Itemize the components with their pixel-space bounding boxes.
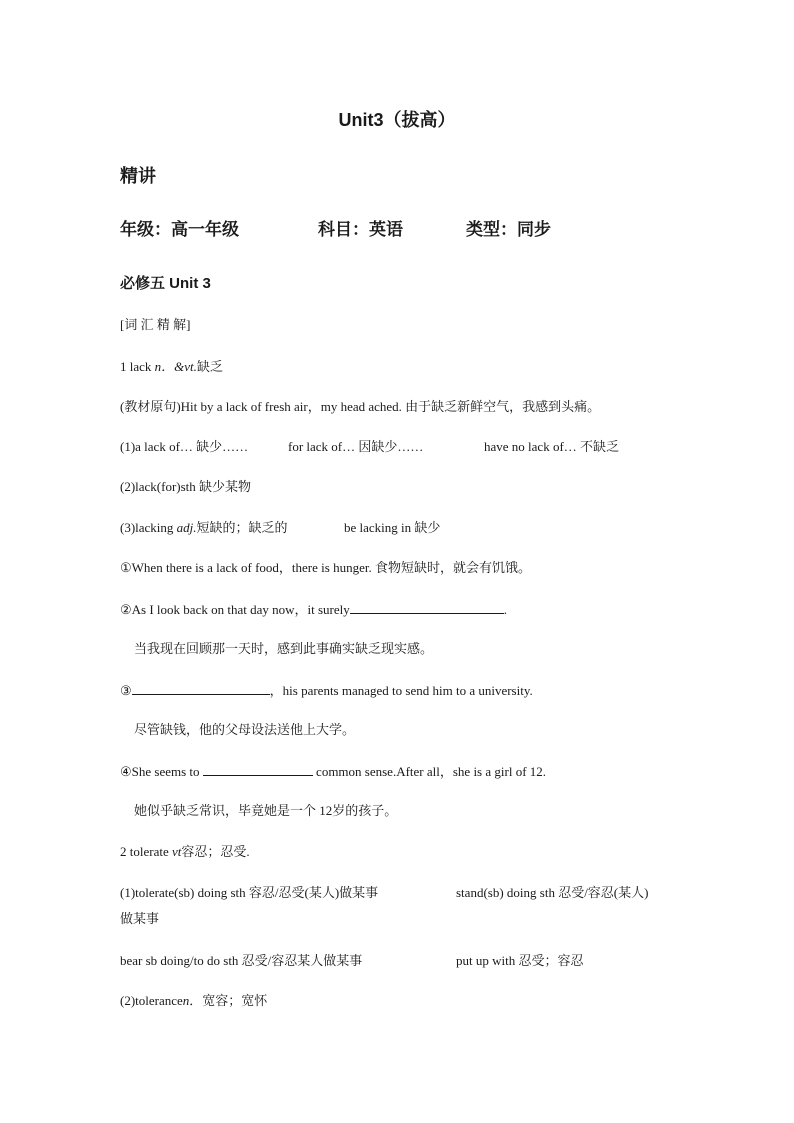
meta-type: 类型：同步 — [466, 220, 551, 239]
word1-phrase-lacking — [120, 520, 288, 536]
word1-example-2-text: ②As I look back on that day now，it surely — [120, 602, 350, 617]
word2-headword: 2 tolerate — [120, 844, 169, 859]
word1-example-4-translation: 她似乎缺乏常识，毕竟她是一个 12岁的孩子。 — [134, 803, 398, 818]
word1-example-3-blank[interactable] — [132, 682, 270, 695]
word1-phrase-for-lack-of: for lack of… 因缺少…… — [288, 439, 424, 454]
page-title: Unit3（拔高） — [338, 110, 456, 130]
word2-meaning: 容忍；忍受. — [181, 844, 250, 859]
word2-phrase-tolerance — [120, 993, 267, 1009]
word1-example-2-end: . — [503, 602, 507, 617]
word1-example-3-translation: 尽管缺钱，他的父母设法送他上大学。 — [134, 722, 356, 737]
word1-pos: n．&vt. — [154, 359, 197, 374]
word1-example-4 — [120, 763, 546, 780]
unit-heading: 必修五 Unit 3 — [120, 275, 211, 292]
word1-original-sentence: (教材原句)Hit by a lack of fresh air，my head ached. 由于缺乏新鲜空气，我感到头痛。 — [120, 399, 601, 414]
word2-pos: vt — [171, 844, 182, 859]
word1-lacking-meaning: 短缺的；缺乏的 — [196, 520, 288, 535]
word1-example-1: ①When there is a lack of food，there is hunger. 食物短缺时，就会有饥饿。 — [120, 560, 531, 575]
word1-phrase-have-no-lack-of: have no lack of… 不缺乏 — [484, 439, 620, 454]
word1-lacking-pos: adj. — [176, 520, 197, 535]
word1-heading — [120, 359, 223, 375]
section-heading: 精讲 — [120, 166, 156, 186]
word1-meaning: 缺乏 — [196, 359, 223, 374]
word1-example-3 — [120, 682, 533, 699]
word2-phrase-stand-doing-cont: 做某事 — [120, 911, 160, 926]
word1-headword: 1 lack — [120, 359, 152, 374]
word2-heading — [120, 844, 250, 860]
word2-phrase-tolerate-doing: (1)tolerate(sb) doing sth 容忍/忍受(某人)做某事 — [120, 885, 379, 900]
word1-example-2 — [120, 601, 507, 618]
word1-example-2-blank[interactable] — [350, 601, 504, 614]
word2-phrase-put-up-with: put up with 忍受；容忍 — [456, 953, 584, 968]
word1-lacking-word: (3)lacking — [120, 520, 174, 535]
word1-example-3-text: ，his parents managed to send him to a university. — [269, 683, 533, 698]
meta-grade: 年级：高一年级 — [120, 220, 239, 239]
meta-subject: 科目：英语 — [318, 220, 403, 239]
word2-phrase-stand-doing: stand(sb) doing sth 忍受/容忍(某人) — [456, 885, 649, 900]
word1-example-4-text: ④She seems to — [120, 764, 200, 779]
word1-phrase-a-lack-of: (1)a lack of… 缺少…… — [120, 439, 249, 454]
word1-example-4-end: common sense.After all，she is a girl of 12. — [316, 764, 547, 779]
word2-tolerance-word: (2)tolerance — [120, 993, 183, 1008]
word1-example-4-blank[interactable] — [203, 763, 313, 776]
word2-tolerance-pos: n — [182, 993, 190, 1008]
word2-tolerance-meaning: ．宽容；宽怀 — [189, 993, 268, 1008]
word1-phrase-lack-sth: (2)lack(for)sth 缺少某物 — [120, 479, 252, 494]
word1-example-3-number: ③ — [120, 683, 132, 698]
word2-phrase-bear: bear sb doing/to do sth 忍受/容忍某人做某事 — [120, 953, 363, 968]
word1-phrase-be-lacking-in: be lacking in 缺少 — [344, 520, 441, 535]
word1-example-2-translation: 当我现在回顾那一天时，感到此事确实缺乏现实感。 — [134, 641, 434, 656]
vocab-heading: [词 汇 精 解] — [120, 317, 191, 332]
